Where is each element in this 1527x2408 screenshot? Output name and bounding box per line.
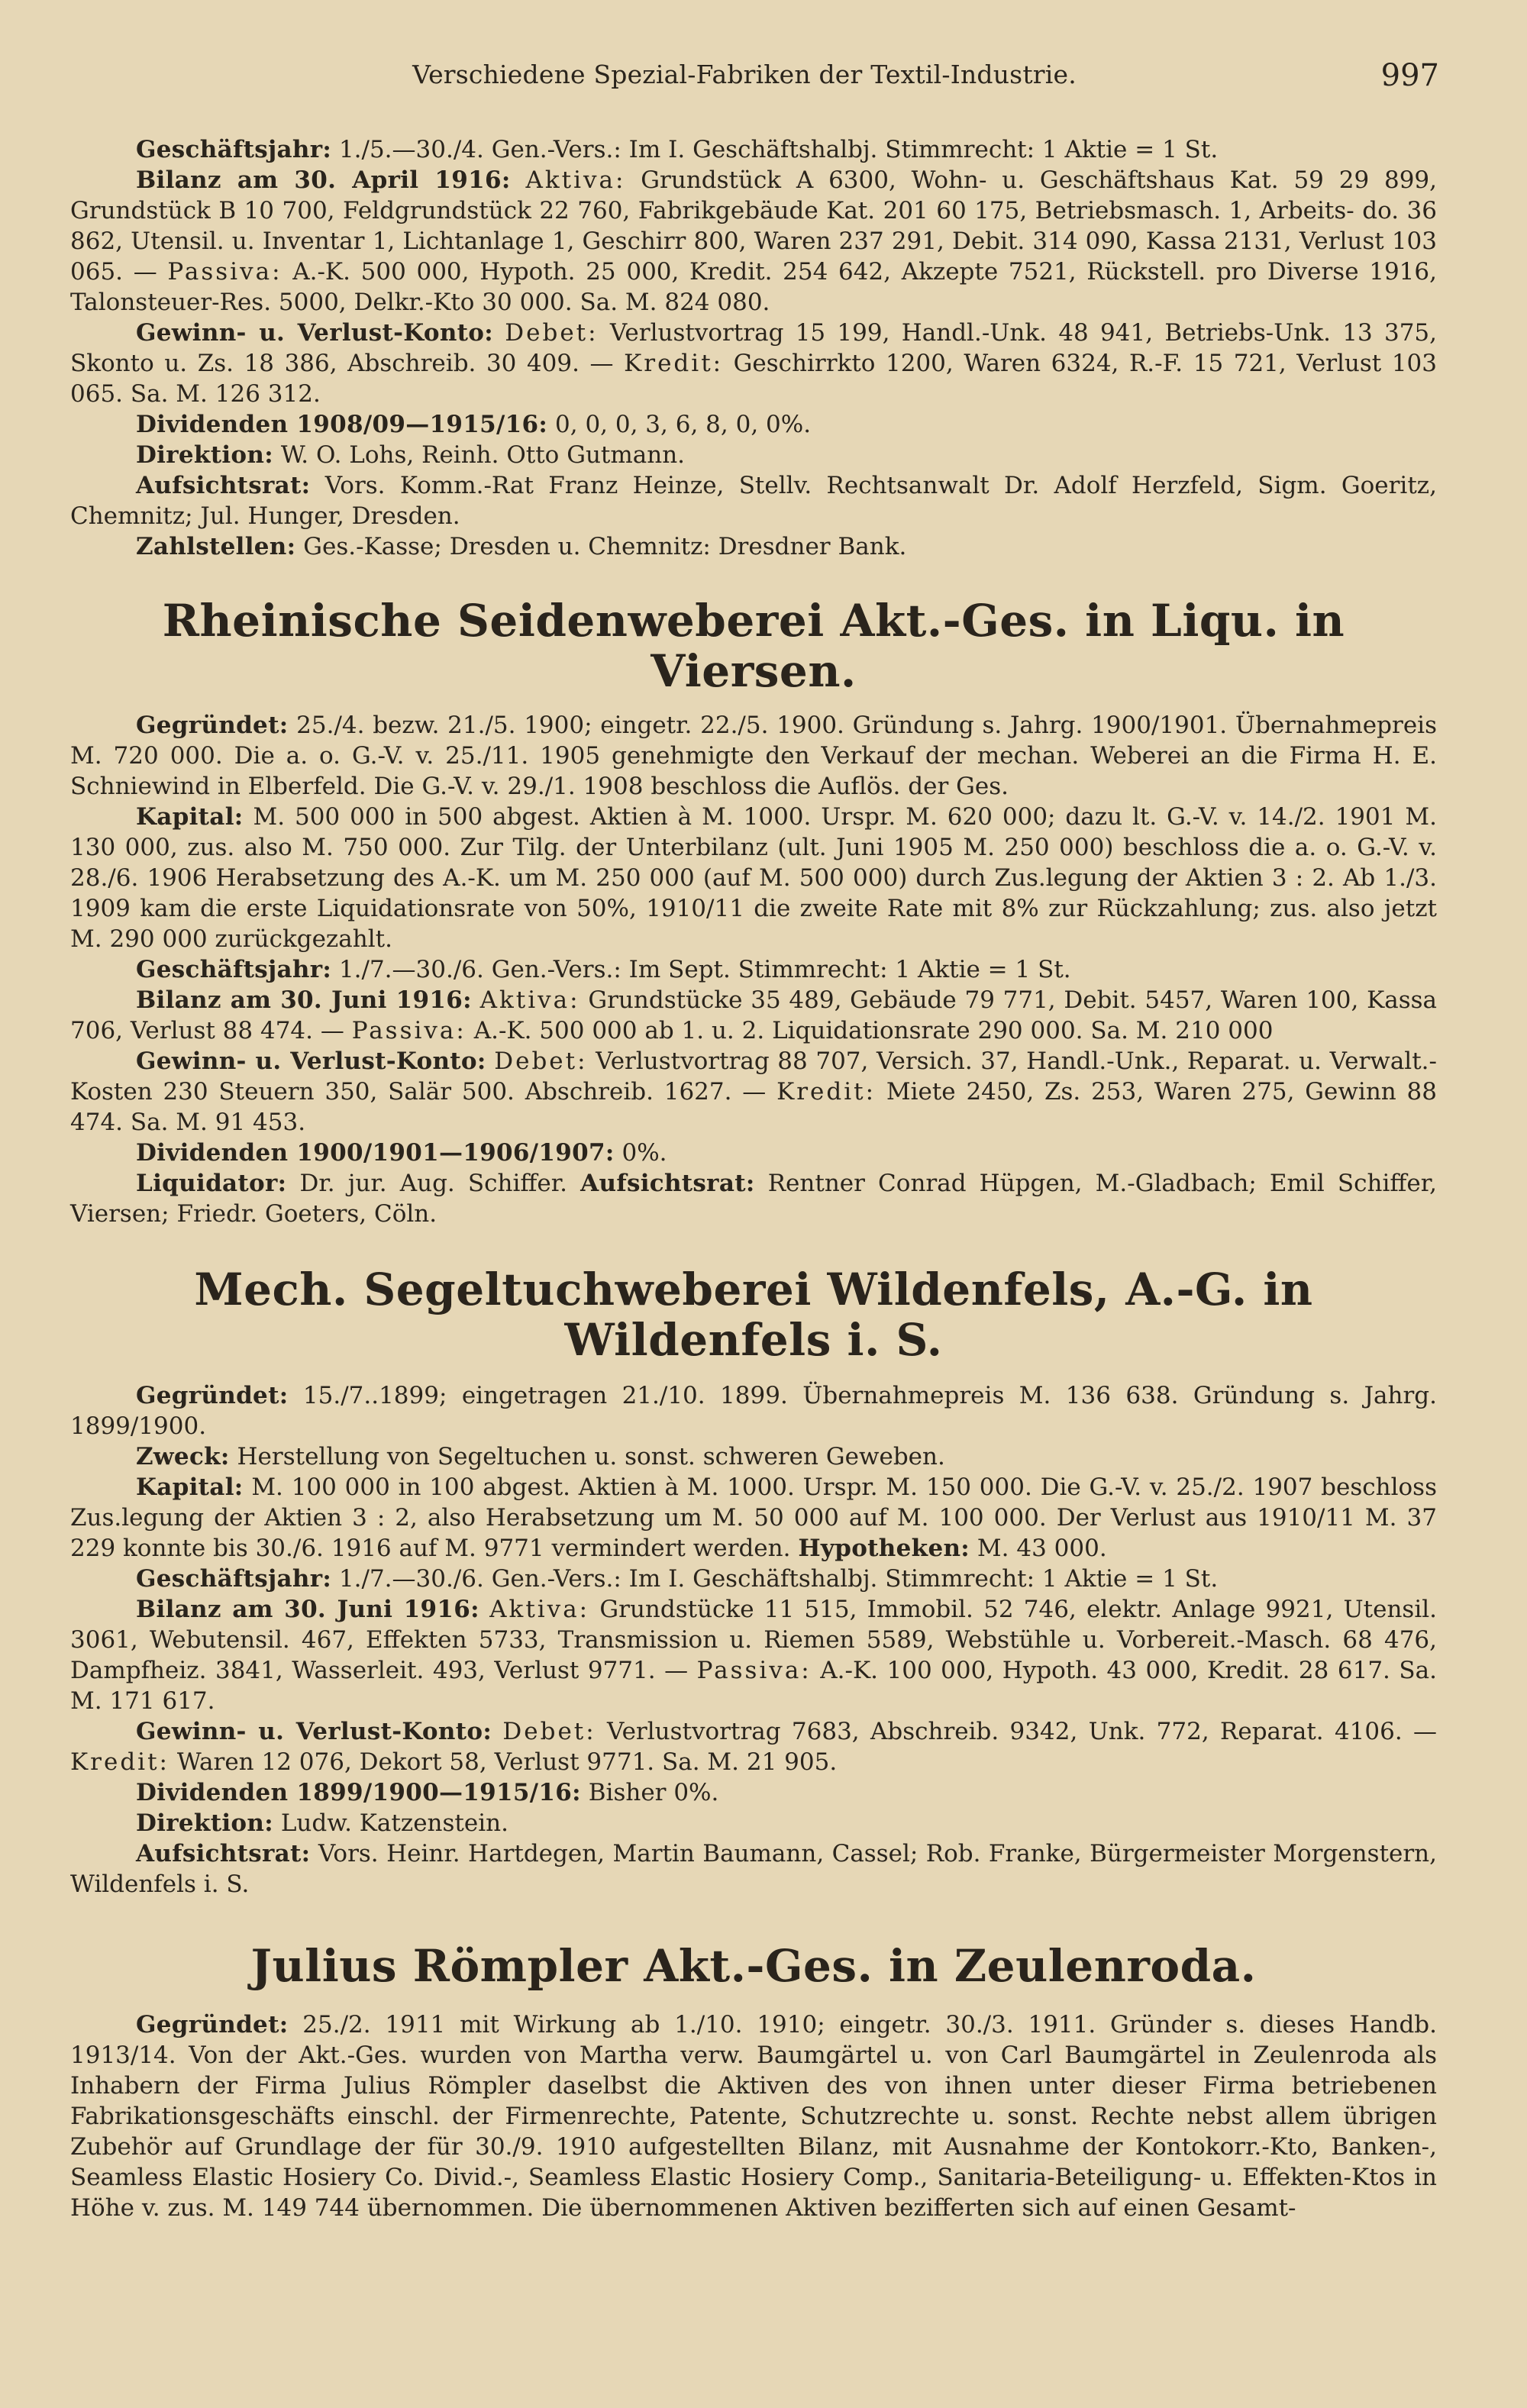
entry-text: M. 43 000. xyxy=(977,1535,1107,1562)
entry-text: Verlustvortrag 7683, Abschreib. 9342, Unk. 772, Reparat. 4106. — xyxy=(607,1718,1438,1745)
entry-gegruendet xyxy=(70,710,1437,802)
passiva-label: Passiva: xyxy=(167,258,282,286)
entry-dividenden xyxy=(70,409,1437,440)
company-title-wildenfels: Mech. Segeltuchweberei Wildenfels, A.-G. in Wildenfels i. S. xyxy=(194,1264,1313,1366)
entry-text: A.-K. 100 000, Hypoth. 43 000, Kredit. 28 617. Sa. M. 171 617. xyxy=(70,1657,1437,1715)
debet-label: Debet: xyxy=(505,319,599,347)
entry-direktion xyxy=(70,1808,1437,1838)
entry-liquidator xyxy=(70,1168,1437,1229)
entry-text: Grundstücke 11 515, Immobil. 52 746, elektr. Anlage 9921, Utensil. 3061, Webutensil. 467, Effekten 5733, Transmission u. Riemen 5589, Webstühle u. Vorbereit.-Masch. 68 476, Dampfheiz. 3841, Wasserleit. 493, Verlust 9771. — xyxy=(70,1596,1438,1684)
passiva-label: Passiva: xyxy=(696,1657,812,1684)
entry-dividenden xyxy=(70,1777,1437,1808)
entry-text: Verlustvortrag 15 199, Handl.-Unk. 48 941, Betriebs-Unk. 13 375, Skonto u. Zs. 18 386, Abschreib. 30 409. — xyxy=(70,319,1437,377)
entry-text: Rentner Conrad Hüpgen, M.-Gladbach; Emil Schiffer, Viersen; Friedr. Goeters, Cöln. xyxy=(70,1170,1438,1228)
label: Direktion: xyxy=(136,1809,273,1837)
entry-text: Verlustvortrag 88 707, Versich. 37, Handl.-Unk., Reparat. u. Verwalt.-Kosten 230 Steuern 350, Salär 500. Abschreib. 1627. — xyxy=(70,1047,1437,1106)
passiva-label: Passiva: xyxy=(351,1017,466,1044)
entry-text: Ludw. Katzenstein. xyxy=(280,1809,508,1837)
aktiva-label: Aktiva: xyxy=(525,166,626,194)
entry-text: Geschirrkto 1200, Waren 6324, R.-F. 15 721, Verlust 103 065. Sa. M. 126 312. xyxy=(70,350,1437,408)
entry-text: Herstellung von Segeltuchen u. sonst. schweren Geweben. xyxy=(237,1443,945,1470)
aktiva-label: Aktiva: xyxy=(489,1596,590,1623)
label: Gewinn- u. Verlust-Konto: xyxy=(136,1047,486,1075)
label: Gegründet: xyxy=(136,2011,289,2038)
entry-zweck xyxy=(70,1441,1437,1472)
entry-text: Grundstück A 6300, Wohn- u. Geschäftshaus Kat. 59 29 899, Grundstück B 10 700, Feldgrundstück 22 760, Fabrikgebäude Kat. 201 60 175, Betriebsmasch. 1, Arbeits- do. 36 862, Utensil. u. Inventar 1, Lichtanlage 1, Geschirr 800, Waren 237 291, Debit. 314 090, Kassa 2131, Verlust 103 065. — xyxy=(70,166,1437,286)
entry-text: 1./7.—30./6. Gen.-Vers.: Im I. Geschäftshalbj. Stimmrecht: 1 Aktie = 1 St. xyxy=(338,1565,1219,1593)
page-number: 997 xyxy=(1380,58,1439,93)
kredit-label: Kredit: xyxy=(624,350,724,377)
company-title-roempler: Julius Römpler Akt.-Ges. in Zeulenroda. xyxy=(250,1940,1257,1992)
label: Aufsichtsrat: xyxy=(136,1840,311,1867)
entry-text: Dr. jur. Aug. Schiffer. xyxy=(299,1170,568,1197)
entry-gewinn xyxy=(70,318,1437,409)
entry-kapital xyxy=(70,802,1437,954)
entry-text: 15./7..1899; eingetragen 21./10. 1899. Übernahmepreis M. 136 638. Gründung s. Jahrg. 1899/1900. xyxy=(70,1382,1437,1440)
running-title: Verschiedene Spezial-Fabriken der Textil-Industrie. xyxy=(412,60,1077,89)
entry-gegruendet xyxy=(70,2009,1437,2223)
kredit-label: Kredit: xyxy=(70,1748,169,1776)
debet-label: Debet: xyxy=(494,1047,588,1075)
label: Hypotheken: xyxy=(798,1535,970,1562)
entry-aufsichtsrat xyxy=(70,470,1437,531)
entry-geschaeftsjahr xyxy=(70,954,1437,985)
label: Liquidator: xyxy=(136,1170,287,1197)
label: Gegründet: xyxy=(136,1382,289,1409)
label: Aufsichtsrat: xyxy=(136,472,311,499)
label: Zahlstellen: xyxy=(136,533,296,560)
label: Dividenden 1908/09—1915/16: xyxy=(136,411,548,438)
label: Geschäftsjahr: xyxy=(136,956,332,983)
entry-direktion xyxy=(70,440,1437,470)
entry-text: M. 500 000 in 500 abgest. Aktien à M. 1000. Urspr. M. 620 000; dazu lt. G.-V. v. 14./2. 1901 M. 130 000, zus. also M. 750 000. Zur Tilg. der Unterbilanz (ult. Juni 1905 M. 250 000) beschloss die a. o. G.-V. v. 28./6. 1906 Herabsetzung des A.-K. um M. 250 000 (auf M. 500 000) durch Zus.legung der Aktien 3 : 2. Ab 1./3. 1909 kam die erste Liquidationsrate von 50%, 1910/11 die zweite Rate mit 8% zur Rückzahlung; zus. also jetzt M. 290 000 zurückgezahlt. xyxy=(70,803,1437,953)
entry-gegruendet xyxy=(70,1380,1437,1441)
entry-bilanz xyxy=(70,1594,1437,1716)
company-title-rheinische: Rheinische Seidenweberei Akt.-Ges. in Liqu. in Viersen. xyxy=(162,595,1345,697)
entry-text: Grundstücke 35 489, Gebäude 79 771, Debit. 5457, Waren 100, Kassa 706, Verlust 88 474. — xyxy=(70,986,1438,1044)
entry-text: 25./4. bezw. 21./5. 1900; eingetr. 22./5. 1900. Gründung s. Jahrg. 1900/1901. Übernahmepreis M. 720 000. Die a. o. G.-V. v. 25./11. 1905 genehmigte den Verkauf der mechan. Weberei an die Firma H. E. Schniewind in Elberfeld. Die G.-V. v. 29./1. 1908 beschloss die Auflös. der Ges. xyxy=(70,712,1437,800)
label: Bilanz am 30. April 1916: xyxy=(136,166,511,194)
kredit-label: Kredit: xyxy=(776,1078,876,1106)
label: Bilanz am 30. Juni 1916: xyxy=(136,1596,479,1623)
label: Aufsichtsrat: xyxy=(580,1170,755,1197)
label: Direktion: xyxy=(136,441,273,469)
label: Gewinn- u. Verlust-Konto: xyxy=(136,319,494,347)
label: Gewinn- u. Verlust-Konto: xyxy=(136,1718,492,1745)
entry-text: Miete 2450, Zs. 253, Waren 275, Gewinn 88 474. Sa. M. 91 453. xyxy=(70,1078,1437,1136)
label: Gegründet: xyxy=(136,712,289,739)
entry-kapital xyxy=(70,1472,1437,1564)
label: Bilanz am 30. Juni 1916: xyxy=(136,986,472,1014)
entry-gewinn xyxy=(70,1716,1437,1777)
aktiva-label: Aktiva: xyxy=(479,986,580,1014)
label: Geschäftsjahr: xyxy=(136,136,332,163)
label: Zweck: xyxy=(136,1443,230,1470)
entry-zahlstellen xyxy=(70,531,1437,562)
label: Kapital: xyxy=(136,1474,244,1501)
entry-aufsichtsrat xyxy=(70,1838,1437,1900)
entry-text: 1./7.—30./6. Gen.-Vers.: Im Sept. Stimmrecht: 1 Aktie = 1 St. xyxy=(338,956,1071,983)
label: Geschäftsjahr: xyxy=(136,1565,332,1593)
entry-bilanz xyxy=(70,165,1437,318)
label: Dividenden 1899/1900—1915/16: xyxy=(136,1779,581,1806)
debet-label: Debet: xyxy=(502,1718,596,1745)
entry-text: Vors. Heinr. Hartdegen, Martin Baumann, Cassel; Rob. Franke, Bürgermeister Morgenstern, Wildenfels i. S. xyxy=(70,1840,1438,1898)
entry-text: 25./2. 1911 mit Wirkung ab 1./10. 1910; eingetr. 30./3. 1911. Gründer s. dieses Handb. 1913/14. Von der Akt.-Ges. wurden von Martha verw. Baumgärtel u. von Carl Baumgärtel in Zeulenroda als Inhabern der Firma Julius Römpler daselbst die Aktiven des von ihnen unter dieser Firma betriebenen Fabrikationsgeschäfts einschl. der Firmenrechte, Patente, Schutzrechte u. sonst. Rechte nebst allem übrigen Zubehör auf Grundlage der für 30./9. 1910 aufgestellten Bilanz, mit Ausnahme der Kontokorr.-Kto, Banken-, Seamless Elastic Hosiery Co. Divid.-, Seamless Elastic Hosiery Comp., Sanitaria-Beteiligung- u. Effekten-Ktos in Höhe v. zus. M. 149 744 übernommen. Die übernommenen Aktiven bezifferten sich auf einen Gesamt- xyxy=(70,2011,1438,2222)
entry-text: A.-K. 500 000, Hypoth. 25 000, Kredit. 254 642, Akzepte 7521, Rückstell. pro Diverse 1916, Talonsteuer-Res. 5000, Delkr.-Kto 30 000. Sa. M. 824 080. xyxy=(70,258,1437,316)
entry-text: Bisher 0%. xyxy=(588,1779,719,1806)
entry-text: 1./5.—30./4. Gen.-Vers.: Im I. Geschäftshalbj. Stimmrecht: 1 Aktie = 1 St. xyxy=(338,136,1219,163)
entry-text: Ges.-Kasse; Dresden u. Chemnitz: Dresdner Bank. xyxy=(303,533,907,560)
entry-dividenden xyxy=(70,1138,1437,1168)
entry-gewinn xyxy=(70,1046,1437,1138)
entry-text: 0%. xyxy=(621,1139,667,1167)
label: Dividenden 1900/1901—1906/1907: xyxy=(136,1139,615,1167)
entry-text: M. 100 000 in 100 abgest. Aktien à M. 1000. Urspr. M. 150 000. Die G.-V. v. 25./2. 1907 beschloss Zus.legung der Aktien 3 : 2, also Herabsetzung um M. 50 000 auf M. 100 000. Der Verlust aus 1910/11 M. 37 229 konnte bis 30./6. 1916 auf M. 9771 vermindert werden. xyxy=(70,1474,1437,1562)
entry-text: Waren 12 076, Dekort 58, Verlust 9771. Sa. M. 21 905. xyxy=(176,1748,838,1776)
entry-text: W. O. Lohs, Reinh. Otto Gutmann. xyxy=(280,441,686,469)
entry-geschaeftsjahr xyxy=(70,1564,1437,1594)
entry-text: 0, 0, 0, 3, 6, 8, 0, 0%. xyxy=(555,411,812,438)
page-body xyxy=(70,134,1437,2223)
entry-bilanz xyxy=(70,985,1437,1046)
label: Kapital: xyxy=(136,803,244,831)
entry-text: Vors. Komm.-Rat Franz Heinze, Stellv. Rechtsanwalt Dr. Adolf Herzfeld, Sigm. Goeritz, Chemnitz; Jul. Hunger, Dresden. xyxy=(70,472,1437,530)
entry-geschaeftsjahr xyxy=(70,134,1437,165)
entry-text: A.-K. 500 000 ab 1. u. 2. Liquidationsrate 290 000. Sa. M. 210 000 xyxy=(473,1017,1274,1044)
